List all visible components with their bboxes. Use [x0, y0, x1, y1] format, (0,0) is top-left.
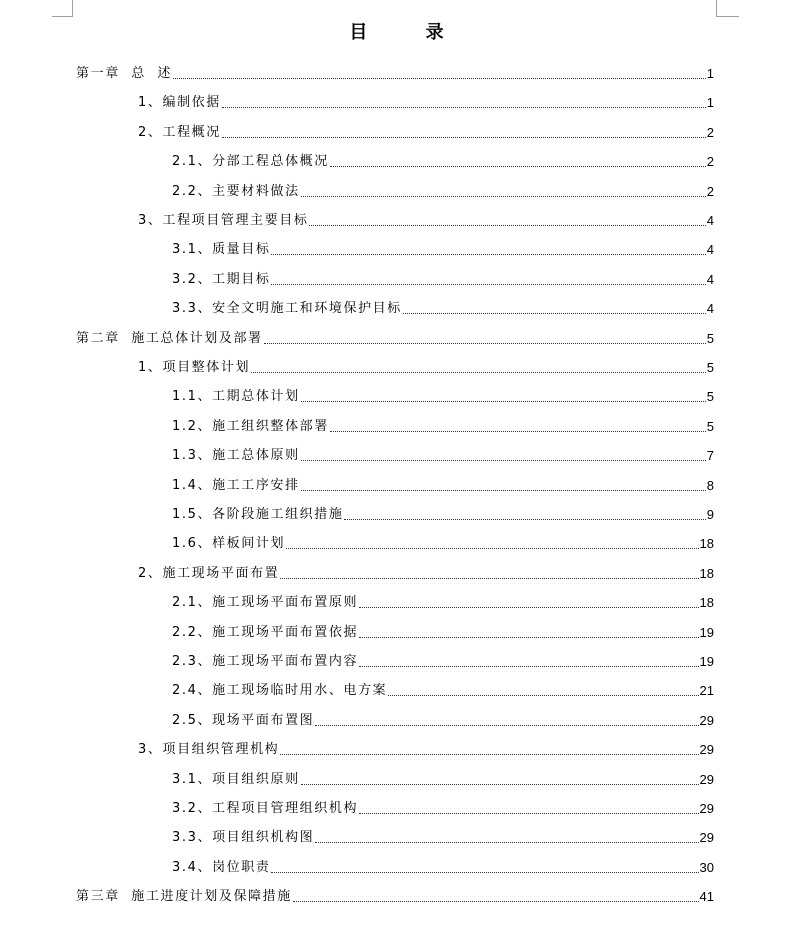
- toc-entry[interactable]: [138, 209, 714, 229]
- toc-entry-page-number: 5: [706, 418, 714, 434]
- toc-dot-leader: [286, 547, 698, 549]
- toc-entry[interactable]: [172, 768, 714, 788]
- toc-entry-label: 2、工程概况: [138, 124, 221, 140]
- toc-dot-leader: [301, 783, 699, 785]
- toc-entry-page-number: 4: [706, 301, 714, 317]
- page-title: 目 录: [349, 22, 470, 43]
- toc-entry-page-number: 2: [706, 154, 714, 170]
- toc-entry-page-number: 7: [706, 448, 714, 464]
- toc-entry-page-number: 4: [706, 213, 714, 228]
- toc-entry-page-number: 21: [699, 683, 714, 699]
- toc-entry[interactable]: [76, 327, 714, 347]
- toc-entry[interactable]: [138, 562, 714, 582]
- toc-entry-page-number: 5: [706, 389, 714, 405]
- toc-entry-page-number: 1: [706, 66, 714, 81]
- toc-entry[interactable]: [172, 180, 714, 200]
- toc-entry-page-number: 29: [699, 771, 714, 787]
- toc-entry-page-number: 19: [699, 624, 714, 640]
- toc-dot-leader: [293, 900, 699, 902]
- toc-entry-label: 2.4、施工现场临时用水、电方案: [172, 683, 388, 699]
- toc-entry-label: 1.2、施工组织整体部署: [172, 418, 329, 434]
- toc-dot-leader: [359, 812, 698, 814]
- toc-dot-leader: [301, 400, 706, 402]
- toc-dot-leader: [315, 724, 698, 726]
- toc-entry[interactable]: [172, 709, 714, 729]
- toc-entry-label: 3.1、项目组织原则: [172, 771, 300, 787]
- toc-entry[interactable]: [172, 856, 714, 876]
- toc-entry[interactable]: [138, 121, 714, 141]
- toc-entry[interactable]: [172, 150, 714, 170]
- page-corner-mark-left: [52, 0, 73, 17]
- toc-entry-page-number: 9: [706, 507, 714, 522]
- toc-dot-leader: [271, 253, 705, 255]
- toc-entry[interactable]: [172, 268, 714, 288]
- toc-entry-page-number: 29: [699, 742, 714, 758]
- toc-entry-label: 第二章 施工总体计划及部署: [76, 330, 263, 346]
- toc-entry-page-number: 29: [699, 712, 714, 728]
- toc-entry-page-number: 30: [699, 859, 714, 875]
- toc-entry[interactable]: [172, 238, 714, 258]
- toc-dot-leader: [301, 195, 706, 197]
- toc-entry-page-number: 29: [699, 801, 714, 816]
- toc-entry-label: 3、项目组织管理机构: [138, 742, 280, 758]
- toc-entry[interactable]: [172, 503, 714, 523]
- toc-entry[interactable]: [138, 356, 714, 376]
- toc-entry[interactable]: [172, 826, 714, 846]
- toc-entry-label: 2.5、现场平面布置图: [172, 712, 315, 728]
- toc-dot-leader: [359, 606, 698, 608]
- toc-entry-label: 第一章 总 述: [76, 66, 172, 81]
- toc-entry-label: 3.2、工期目标: [172, 271, 271, 287]
- toc-dot-leader: [359, 665, 698, 667]
- toc-dot-leader: [271, 871, 698, 873]
- toc-entry-label: 3、工程项目管理主要目标: [138, 213, 309, 228]
- toc-entry-label: 2.3、施工现场平面布置内容: [172, 654, 359, 669]
- toc-entry-label: 1.3、施工总体原则: [172, 448, 300, 464]
- toc-entry[interactable]: [172, 385, 714, 405]
- toc-entry-page-number: 5: [706, 360, 714, 375]
- toc-dot-leader: [280, 577, 698, 579]
- toc-dot-leader: [222, 136, 706, 138]
- toc-entry-page-number: 29: [699, 830, 714, 846]
- toc-entry-label: 2.2、施工现场平面布置依据: [172, 624, 359, 640]
- toc-entry[interactable]: [172, 297, 714, 317]
- toc-entry-label: 1.6、样板间计划: [172, 536, 286, 552]
- toc-entry-label: 2.1、施工现场平面布置原则: [172, 595, 359, 611]
- toc-entry[interactable]: [172, 444, 714, 464]
- toc-dot-leader: [222, 106, 706, 108]
- toc-entry[interactable]: [172, 591, 714, 611]
- toc-entry-label: 2、施工现场平面布置: [138, 565, 280, 581]
- toc-entry-label: 3.3、安全文明施工和环境保护目标: [172, 301, 402, 317]
- toc-entry-label: 1、项目整体计划: [138, 360, 251, 375]
- toc-entry-page-number: 18: [699, 565, 714, 581]
- toc-dot-leader: [359, 636, 698, 638]
- toc-entry[interactable]: [138, 91, 714, 111]
- toc-entry-label: 3.2、工程项目管理组织机构: [172, 801, 359, 816]
- toc-entry-page-number: 18: [699, 595, 714, 611]
- toc-entry-label: 2.1、分部工程总体概况: [172, 154, 329, 170]
- toc-dot-leader: [344, 518, 705, 520]
- toc-entry-page-number: 18: [699, 536, 714, 552]
- toc-entry[interactable]: [138, 738, 714, 758]
- toc-entry-label: 3.3、项目组织机构图: [172, 830, 315, 846]
- toc-dot-leader: [271, 283, 705, 285]
- toc-entry[interactable]: [172, 474, 714, 494]
- toc-dot-leader: [309, 224, 705, 226]
- toc-entry[interactable]: [76, 62, 714, 82]
- toc-entry-label: 1.4、施工工序安排: [172, 477, 300, 493]
- toc-dot-leader: [251, 371, 706, 373]
- toc-entry-page-number: 2: [706, 183, 714, 199]
- toc-dot-leader: [301, 459, 706, 461]
- toc-entry-page-number: 1: [706, 95, 714, 111]
- toc-entry-page-number: 19: [699, 654, 714, 669]
- toc-dot-leader: [264, 342, 706, 344]
- toc-entry-page-number: 2: [706, 124, 714, 140]
- toc-entry[interactable]: [172, 415, 714, 435]
- toc-entry-page-number: 41: [699, 889, 714, 905]
- toc-entry[interactable]: [76, 885, 714, 905]
- toc-entry[interactable]: [172, 621, 714, 641]
- toc-dot-leader: [280, 753, 698, 755]
- toc-entry-label: 2.2、主要材料做法: [172, 183, 300, 199]
- toc-entry-label: 1.5、各阶段施工组织措施: [172, 507, 344, 522]
- toc-dot-leader: [301, 489, 706, 491]
- toc-dot-leader: [330, 165, 706, 167]
- toc-dot-leader: [403, 312, 706, 314]
- toc-entry-page-number: 5: [706, 330, 714, 346]
- page-corner-mark-right: [716, 0, 739, 17]
- toc-dot-leader: [315, 841, 698, 843]
- toc-entry[interactable]: [172, 679, 714, 699]
- toc-entry-label: 1.1、工期总体计划: [172, 389, 300, 405]
- toc-entry-page-number: 4: [706, 271, 714, 287]
- toc-entry-label: 1、编制依据: [138, 95, 221, 111]
- toc-entry-page-number: 4: [706, 242, 714, 258]
- toc-entry[interactable]: [172, 797, 714, 817]
- toc-dot-leader: [388, 694, 698, 696]
- toc-entry-label: 3.4、岗位职责: [172, 859, 271, 875]
- toc-entry-page-number: 8: [706, 477, 714, 493]
- toc-dot-leader: [330, 430, 706, 432]
- toc-entry[interactable]: [172, 532, 714, 552]
- toc-entry-label: 3.1、质量目标: [172, 242, 271, 258]
- toc-dot-leader: [173, 77, 706, 79]
- toc-entry[interactable]: [172, 650, 714, 670]
- toc-entry-label: 第三章 施工进度计划及保障措施: [76, 889, 292, 905]
